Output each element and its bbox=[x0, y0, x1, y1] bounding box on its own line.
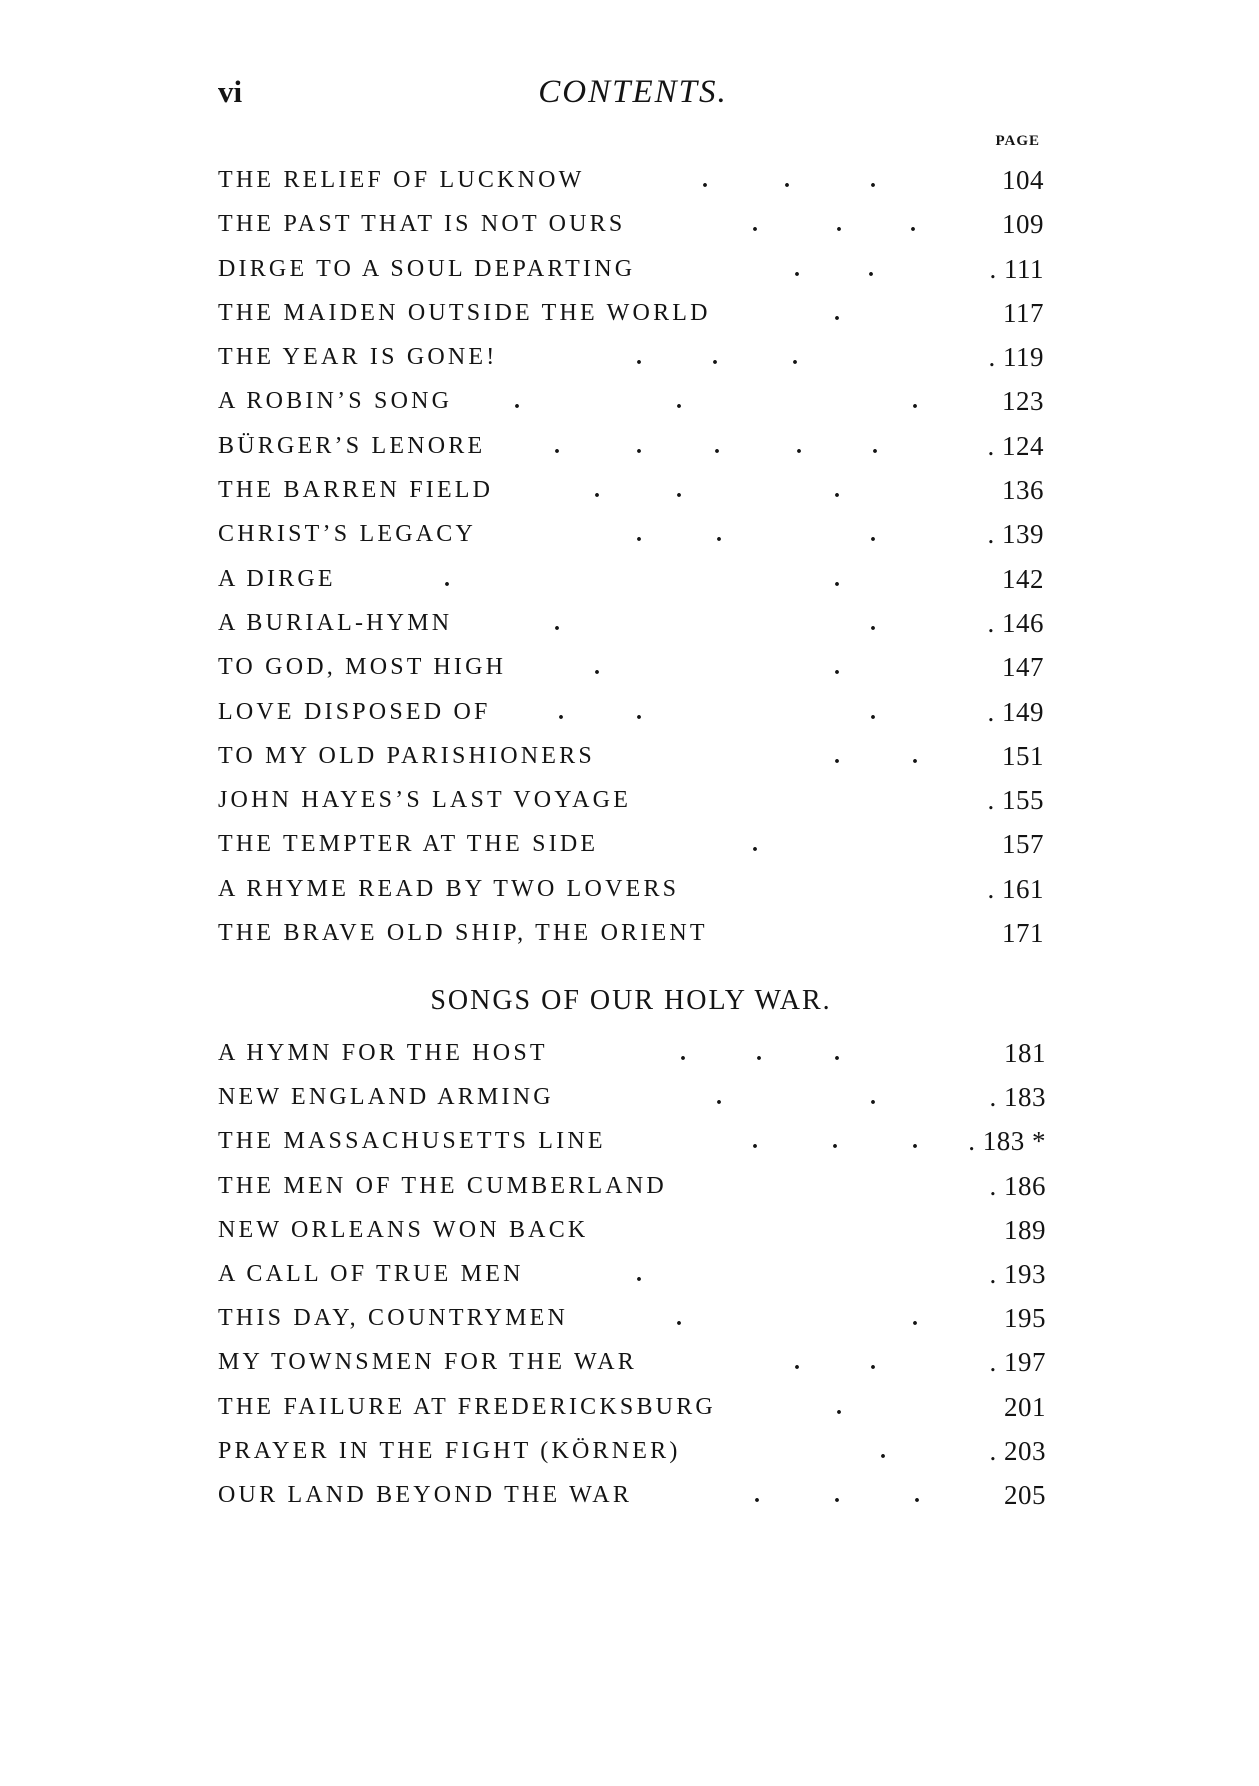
dot-leader bbox=[218, 1305, 1046, 1335]
entry-title: NEW ORLEANS WON BACK bbox=[218, 1216, 589, 1243]
leader-dot: . bbox=[676, 388, 682, 415]
contents-entry bbox=[218, 1390, 1046, 1434]
leader-dot: . bbox=[754, 1481, 760, 1508]
leader-dot: . bbox=[636, 344, 642, 371]
leader-dot: . bbox=[834, 1481, 840, 1508]
page-column-label: PAGE bbox=[995, 133, 1040, 149]
leader-dot: . bbox=[752, 1128, 758, 1155]
dot-leader bbox=[218, 297, 1044, 330]
entry-page: . 186 bbox=[989, 1170, 1046, 1201]
entry-page: 136 bbox=[1002, 475, 1044, 506]
entry-title: THE RELIEF OF LUCKNOW bbox=[218, 167, 585, 193]
contents-entry bbox=[218, 1080, 1046, 1124]
leader-dot: . bbox=[834, 1040, 840, 1066]
leader-dot: . bbox=[676, 477, 682, 504]
dot-leader bbox=[218, 1170, 1046, 1203]
leader-dot: . bbox=[752, 211, 758, 238]
entry-page: 195 bbox=[1004, 1303, 1046, 1334]
leader-dot: . bbox=[912, 1305, 918, 1332]
leader-dot: . bbox=[836, 211, 842, 238]
contents-entry bbox=[218, 695, 1044, 739]
entry-page: . 149 bbox=[987, 696, 1044, 727]
leader-dot: . bbox=[784, 167, 790, 193]
dot-leader bbox=[218, 607, 1044, 640]
entry-page: . 183 * bbox=[968, 1126, 1046, 1157]
entry-title: THE FAILURE AT FREDERICKSBURG bbox=[218, 1393, 716, 1420]
entry-page: 205 bbox=[1004, 1479, 1046, 1510]
contents-entry bbox=[218, 473, 1044, 517]
contents-entry bbox=[218, 384, 1044, 428]
dot-leader bbox=[218, 1435, 1046, 1468]
contents-entry bbox=[218, 562, 1044, 606]
entry-page: . 203 bbox=[989, 1435, 1046, 1466]
contents-entry bbox=[218, 1301, 1046, 1345]
leader-dot: . bbox=[714, 432, 720, 459]
dot-leader bbox=[218, 430, 1044, 463]
leader-dot: . bbox=[834, 742, 840, 769]
dot-leader bbox=[218, 1128, 1046, 1158]
leader-dot: . bbox=[554, 609, 560, 636]
leader-dot: . bbox=[594, 477, 600, 504]
contents-entry bbox=[218, 296, 1044, 340]
dot-leader bbox=[218, 1258, 1046, 1291]
dot-leader bbox=[218, 1084, 1046, 1114]
entry-title: JOHN HAYES’S LAST VOYAGE bbox=[218, 787, 632, 814]
running-title: CONTENTS. bbox=[538, 74, 728, 110]
contents-entry bbox=[218, 163, 1044, 207]
entry-title: NEW ENGLAND ARMING bbox=[218, 1084, 554, 1111]
entry-page: . 119 bbox=[988, 342, 1044, 373]
contents-entry bbox=[218, 1345, 1046, 1389]
contents-entry bbox=[218, 429, 1044, 473]
entry-page: . 193 bbox=[989, 1258, 1046, 1289]
entry-title: TO GOD, MOST HIGH bbox=[218, 654, 507, 681]
dot-leader bbox=[218, 344, 1044, 374]
leader-dot: . bbox=[594, 654, 600, 681]
leader-dot: . bbox=[636, 698, 642, 725]
contents-entry bbox=[218, 1124, 1046, 1168]
contents-entry bbox=[218, 783, 1044, 827]
entry-title: THE MEN OF THE CUMBERLAND bbox=[218, 1172, 667, 1199]
contents-entry bbox=[218, 739, 1044, 783]
dot-leader bbox=[218, 1349, 1046, 1379]
leader-dot: . bbox=[676, 1305, 682, 1332]
entry-page: . 124 bbox=[987, 430, 1044, 461]
entry-page: 171 bbox=[1002, 918, 1044, 949]
entry-title: PRAYER IN THE FIGHT (KÖRNER) bbox=[218, 1437, 681, 1464]
contents-entry bbox=[218, 827, 1044, 871]
entry-title: BÜRGER’S LENORE bbox=[218, 432, 486, 459]
contents-entry bbox=[218, 1257, 1046, 1301]
entry-page: 189 bbox=[1004, 1214, 1046, 1245]
leader-dot: . bbox=[870, 521, 876, 548]
contents-entry bbox=[218, 340, 1044, 384]
entry-title: A RHYME READ BY TWO LOVERS bbox=[218, 875, 680, 902]
dot-leader bbox=[218, 873, 1044, 906]
leader-dot: . bbox=[868, 255, 874, 282]
contents-entry bbox=[218, 1434, 1046, 1478]
leader-dot: . bbox=[792, 344, 798, 371]
dot-leader bbox=[218, 388, 1044, 418]
leader-dot: . bbox=[836, 1393, 842, 1420]
contents-entry bbox=[218, 252, 1044, 296]
leader-dot: . bbox=[870, 609, 876, 636]
page-number: vi bbox=[218, 74, 243, 109]
entry-page: 151 bbox=[1002, 740, 1044, 771]
entry-page: . 146 bbox=[987, 607, 1044, 638]
contents-entry bbox=[218, 207, 1044, 251]
leader-dot: . bbox=[834, 477, 840, 504]
dot-leader bbox=[218, 563, 1044, 596]
entry-title: THE BARREN FIELD bbox=[218, 477, 494, 504]
entry-title: THIS DAY, COUNTRYMEN bbox=[218, 1305, 569, 1332]
entry-page: . 197 bbox=[989, 1347, 1046, 1378]
contents-entry bbox=[218, 1036, 1046, 1080]
leader-dot: . bbox=[756, 1040, 762, 1066]
dot-leader bbox=[218, 1040, 1046, 1070]
contents-list-poems bbox=[218, 163, 1044, 960]
leader-dot: . bbox=[514, 388, 520, 415]
leader-dot: . bbox=[716, 521, 722, 548]
entry-page: 157 bbox=[1002, 829, 1044, 860]
leader-dot: . bbox=[558, 698, 564, 725]
leader-dot: . bbox=[910, 211, 916, 238]
dot-leader bbox=[218, 1479, 1046, 1512]
leader-dot: . bbox=[636, 432, 642, 459]
entry-title: THE MASSACHUSETTS LINE bbox=[218, 1128, 606, 1155]
contents-entry bbox=[218, 650, 1044, 694]
entry-title: CHRIST’S LEGACY bbox=[218, 521, 477, 548]
entry-page: . 161 bbox=[987, 873, 1044, 904]
contents-entry bbox=[218, 1169, 1046, 1213]
contents-entry bbox=[218, 872, 1044, 916]
dot-leader bbox=[218, 477, 1044, 507]
entry-title: MY TOWNSMEN FOR THE WAR bbox=[218, 1349, 637, 1376]
leader-dot: . bbox=[834, 654, 840, 681]
entry-title: A ROBIN’S SONG bbox=[218, 388, 453, 415]
leader-dot: . bbox=[834, 565, 840, 592]
leader-dot: . bbox=[636, 1260, 642, 1287]
leader-dot: . bbox=[872, 432, 878, 459]
dot-leader bbox=[218, 920, 1044, 950]
section-heading: SONGS OF OUR HOLY WAR. bbox=[430, 985, 832, 1016]
leader-dot: . bbox=[914, 1481, 920, 1508]
contents-entry bbox=[218, 1478, 1046, 1522]
contents-list-war-songs bbox=[218, 1036, 1046, 1522]
entry-title: A CALL OF TRUE MEN bbox=[218, 1260, 524, 1287]
entry-page: 109 bbox=[1002, 209, 1044, 240]
dot-leader bbox=[218, 167, 1044, 197]
dot-leader bbox=[218, 521, 1044, 551]
leader-dot: . bbox=[794, 255, 800, 282]
entry-title: A DIRGE bbox=[218, 565, 336, 592]
page-header bbox=[218, 66, 1048, 126]
entry-title: TO MY OLD PARISHIONERS bbox=[218, 742, 595, 769]
leader-dot: . bbox=[752, 831, 758, 858]
entry-page: . 111 bbox=[989, 253, 1044, 284]
leader-dot: . bbox=[680, 1040, 686, 1066]
leader-dot: . bbox=[796, 432, 802, 459]
leader-dot: . bbox=[880, 1437, 886, 1464]
entry-page: 123 bbox=[1002, 386, 1044, 417]
entry-page: . 155 bbox=[987, 785, 1044, 816]
dot-leader bbox=[218, 1214, 1046, 1247]
leader-dot: . bbox=[832, 1128, 838, 1155]
entry-page: . 139 bbox=[987, 519, 1044, 550]
dot-leader bbox=[218, 831, 1044, 861]
leader-dot: . bbox=[912, 1128, 918, 1155]
leader-dot: . bbox=[554, 432, 560, 459]
leader-dot: . bbox=[870, 167, 876, 193]
entry-title: THE TEMPTER AT THE SIDE bbox=[218, 831, 599, 858]
contents-entry bbox=[218, 1213, 1046, 1257]
entry-title: DIRGE TO A SOUL DEPARTING bbox=[218, 255, 636, 282]
entry-title: A BURIAL-HYMN bbox=[218, 609, 453, 636]
leader-dot: . bbox=[712, 344, 718, 371]
entry-page: 104 bbox=[1002, 165, 1044, 195]
leader-dot: . bbox=[912, 388, 918, 415]
dot-leader bbox=[218, 211, 1044, 241]
entry-title: OUR LAND BEYOND THE WAR bbox=[218, 1481, 633, 1508]
entry-title: LOVE DISPOSED OF bbox=[218, 698, 491, 725]
leader-dot: . bbox=[912, 742, 918, 769]
entry-page: 201 bbox=[1004, 1391, 1046, 1422]
entry-title: THE MAIDEN OUTSIDE THE WORLD bbox=[218, 299, 711, 326]
entry-title: THE PAST THAT IS NOT OURS bbox=[218, 211, 626, 238]
entry-title: THE YEAR IS GONE! bbox=[218, 344, 498, 371]
dot-leader bbox=[218, 654, 1044, 684]
entry-page: 117 bbox=[1003, 297, 1044, 328]
leader-dot: . bbox=[444, 565, 450, 592]
dot-leader bbox=[218, 740, 1044, 773]
leader-dot: . bbox=[870, 698, 876, 725]
dot-leader bbox=[218, 253, 1044, 286]
leader-dot: . bbox=[794, 1349, 800, 1376]
dot-leader bbox=[218, 1391, 1046, 1424]
entry-title: A HYMN FOR THE HOST bbox=[218, 1040, 548, 1066]
entry-title: THE BRAVE OLD SHIP, THE ORIENT bbox=[218, 920, 708, 947]
leader-dot: . bbox=[716, 1084, 722, 1111]
dot-leader bbox=[218, 787, 1044, 817]
leader-dot: . bbox=[636, 521, 642, 548]
dot-leader bbox=[218, 696, 1044, 729]
leader-dot: . bbox=[870, 1084, 876, 1111]
contents-entry bbox=[218, 517, 1044, 561]
entry-page: . 183 bbox=[989, 1082, 1046, 1113]
leader-dot: . bbox=[834, 299, 840, 326]
contents-entry bbox=[218, 916, 1044, 960]
entry-page: 181 bbox=[1004, 1038, 1046, 1068]
leader-dot: . bbox=[870, 1349, 876, 1376]
entry-page: 142 bbox=[1002, 563, 1044, 594]
contents-entry bbox=[218, 606, 1044, 650]
entry-page: 147 bbox=[1002, 652, 1044, 683]
leader-dot: . bbox=[702, 167, 708, 193]
